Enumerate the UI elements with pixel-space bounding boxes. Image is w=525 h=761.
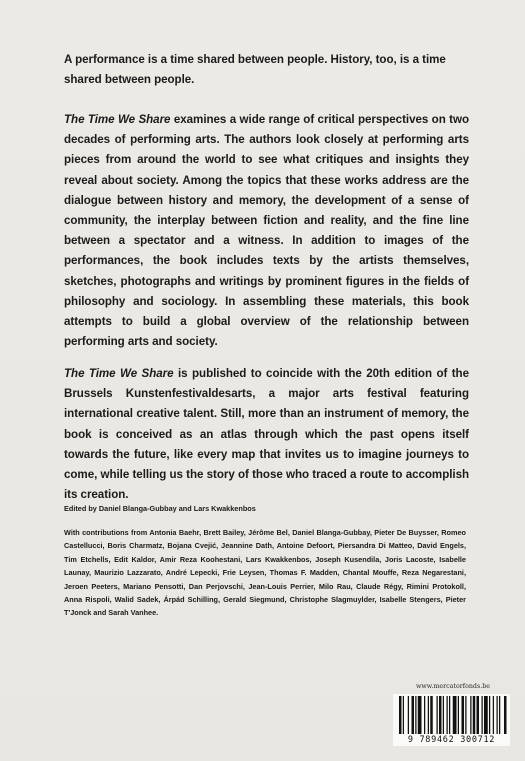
barcode-bars-graphic xyxy=(393,694,510,736)
publisher-url: www.mercatorfonds.be xyxy=(416,683,490,690)
book-title-italic: The Time We Share xyxy=(64,113,171,126)
editors-credit: Edited by Daniel Blanga-Gubbay and Lars Kwakkenbos xyxy=(64,504,256,513)
description-paragraph-1 xyxy=(64,110,469,352)
isbn-number: 9 789462 300712 xyxy=(393,735,510,746)
intro-statement: A performance is a time shared between people. History, too, is a time shared between people. xyxy=(64,53,446,87)
description-paragraph-1-text: examines a wide range of critical perspectives on two decades of performing arts. The authors look closely at performing arts pieces from around the world to see what critiques and insights they reveal about society. Among the topics that these works address are the dialogue between history and memory, the development of a sense of community, the interplay between fiction and reality, and the fine line between a spectator and a witness. In addition to images of the performances, the book includes texts by the artists themselves, sketches, photographs and writings by prominent figures in the fields of philosophy and sociology. In assembling these materials, this book attempts to build a global overview of the relationship between performing arts and society. xyxy=(64,113,469,349)
book-title-italic: The Time We Share xyxy=(64,367,174,380)
description-paragraph-2-text: is published to coincide with the 20th edition of the Brussels Kunstenfestivaldesarts, a major arts festival featuring international creative talent. Still, more than an instrument of memory, the book is conceived as an atlas through which the past opens itself towards the future, like every map that invites us to imagine journeys to come, while telling us the story of those who traced a route to accomplish its creation. xyxy=(64,367,469,502)
contributors-credit: With contributions from Antonia Baehr, Brett Bailey, Jérôme Bel, Daniel Blanga-Gubbay, Pieter De Buysser, Romeo Castellucci, Boris Charmatz, Bojana Cvejić, Jeannine Dath, Antoine Defoort, Piersandra Di Matteo, David Engels, Tim Etchells, Edit Kaldor, Amir Reza Koohestani, Lars Kwakkenbos, Joseph Kusendila, Joris Lacoste, Isabelle Launay, Maurizio Lazzarato, André Lepecki, Frie Leysen, Thomas F. Madden, Chantal Mouffe, Reza Negarestani, Jeroen Peeters, Mariano Pensotti, Dan Perjovschi, Jean-Louis Perrier, Milo Rau, Claude Régy, Rimini Protokoll, Anna Rispoli, Walid Sadek, Árpád Schilling, Gerald Siegmund, Christophe Slagmuylder, Isabelle Stengers, Pieter T'Jonck and Sarah Vanhee. xyxy=(64,528,466,618)
description-paragraph-2 xyxy=(64,364,469,505)
